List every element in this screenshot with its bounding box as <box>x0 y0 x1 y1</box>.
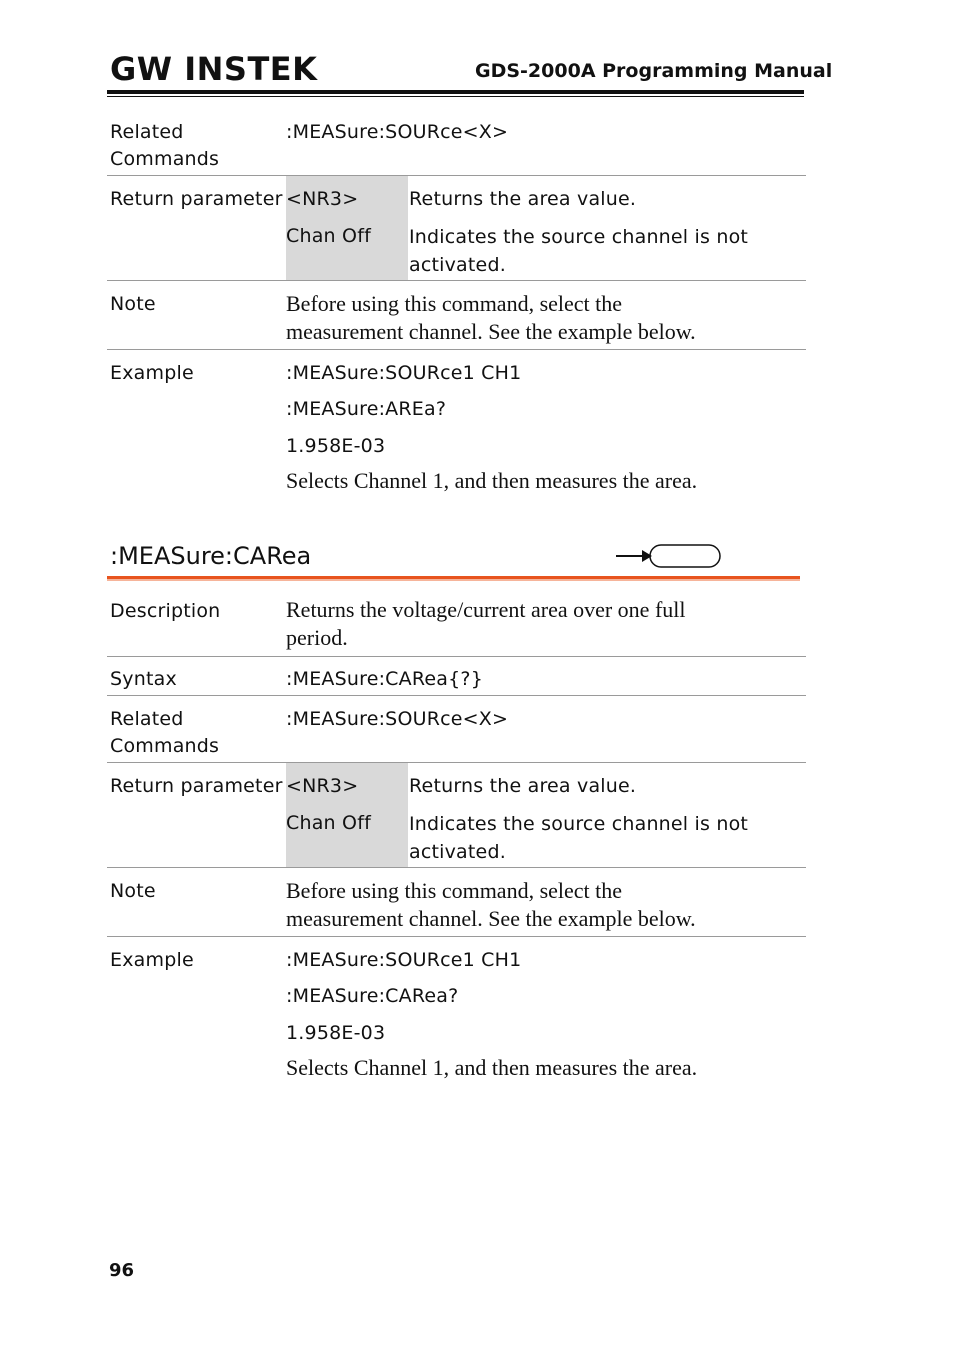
example-line: :MEASure:SOURce1 CH1 <box>286 949 522 971</box>
note-text-2: measurement channel. See the example below. <box>286 319 696 344</box>
return-label: Return parameter <box>110 775 283 797</box>
related-label-2: Commands <box>110 735 220 757</box>
related-label-1: Related <box>110 708 184 730</box>
page-number: 96 <box>109 1260 135 1281</box>
divider <box>107 936 806 937</box>
manual-title: GDS-2000A Programming Manual <box>475 60 833 82</box>
return-desc-chanoff-1: Indicates the source channel is not <box>409 813 749 835</box>
divider <box>107 349 806 350</box>
example-label: Example <box>110 949 194 971</box>
return-desc-chanoff-2: activated. <box>409 841 506 863</box>
example-line: 1.958E-03 <box>286 1022 386 1044</box>
syntax-label: Syntax <box>110 668 177 690</box>
note-text-1: Before using this command, select the <box>286 291 623 316</box>
divider <box>107 762 806 763</box>
note-label: Note <box>110 293 156 315</box>
example-label: Example <box>110 362 194 384</box>
related-value: :MEASure:SOURce<X> <box>286 121 509 143</box>
divider <box>107 656 806 657</box>
logo-text: GW INSTEK <box>110 50 318 88</box>
example-line: :MEASure:CARea? <box>286 985 459 1007</box>
return-param-chanoff: Chan Off <box>286 225 371 247</box>
return-param-nr3: <NR3> <box>286 775 359 797</box>
section-accent-rule-shadow <box>107 579 800 581</box>
note-text-1: Before using this command, select the <box>286 878 623 903</box>
divider <box>107 280 806 281</box>
return-param-nr3: <NR3> <box>286 188 359 210</box>
syntax-value: :MEASure:CARea{?} <box>286 668 483 690</box>
brand-logo <box>110 50 318 88</box>
related-value: :MEASure:SOURce<X> <box>286 708 509 730</box>
note-label: Note <box>110 880 156 902</box>
return-desc-chanoff-2: activated. <box>409 254 506 276</box>
description-text-1: Returns the voltage/current area over one full <box>286 597 686 622</box>
header-rule-thin <box>107 96 804 97</box>
return-label: Return parameter <box>110 188 283 210</box>
section-title: :MEASure:CARea <box>110 542 312 570</box>
divider <box>107 695 806 696</box>
related-label-2: Commands <box>110 148 220 170</box>
description-text-2: period. <box>286 625 348 650</box>
return-desc-nr3: Returns the area value. <box>409 775 637 797</box>
divider <box>107 867 806 868</box>
return-param-chanoff: Chan Off <box>286 812 371 834</box>
example-line: :MEASure:SOURce1 CH1 <box>286 362 522 384</box>
example-text: Selects Channel 1, and then measures the area. <box>286 468 698 493</box>
example-text: Selects Channel 1, and then measures the area. <box>286 1055 698 1080</box>
divider <box>107 175 806 176</box>
note-text-2: measurement channel. See the example below. <box>286 906 696 931</box>
return-desc-chanoff-1: Indicates the source channel is not <box>409 226 749 248</box>
description-label: Description <box>110 600 221 622</box>
header-rule-thick <box>107 90 804 94</box>
related-label-1: Related <box>110 121 184 143</box>
logo-graphic <box>110 50 318 88</box>
example-line: :MEASure:AREa? <box>286 398 447 420</box>
query-set-indicator-icon <box>614 543 724 569</box>
return-desc-nr3: Returns the area value. <box>409 188 637 210</box>
example-line: 1.958E-03 <box>286 435 386 457</box>
